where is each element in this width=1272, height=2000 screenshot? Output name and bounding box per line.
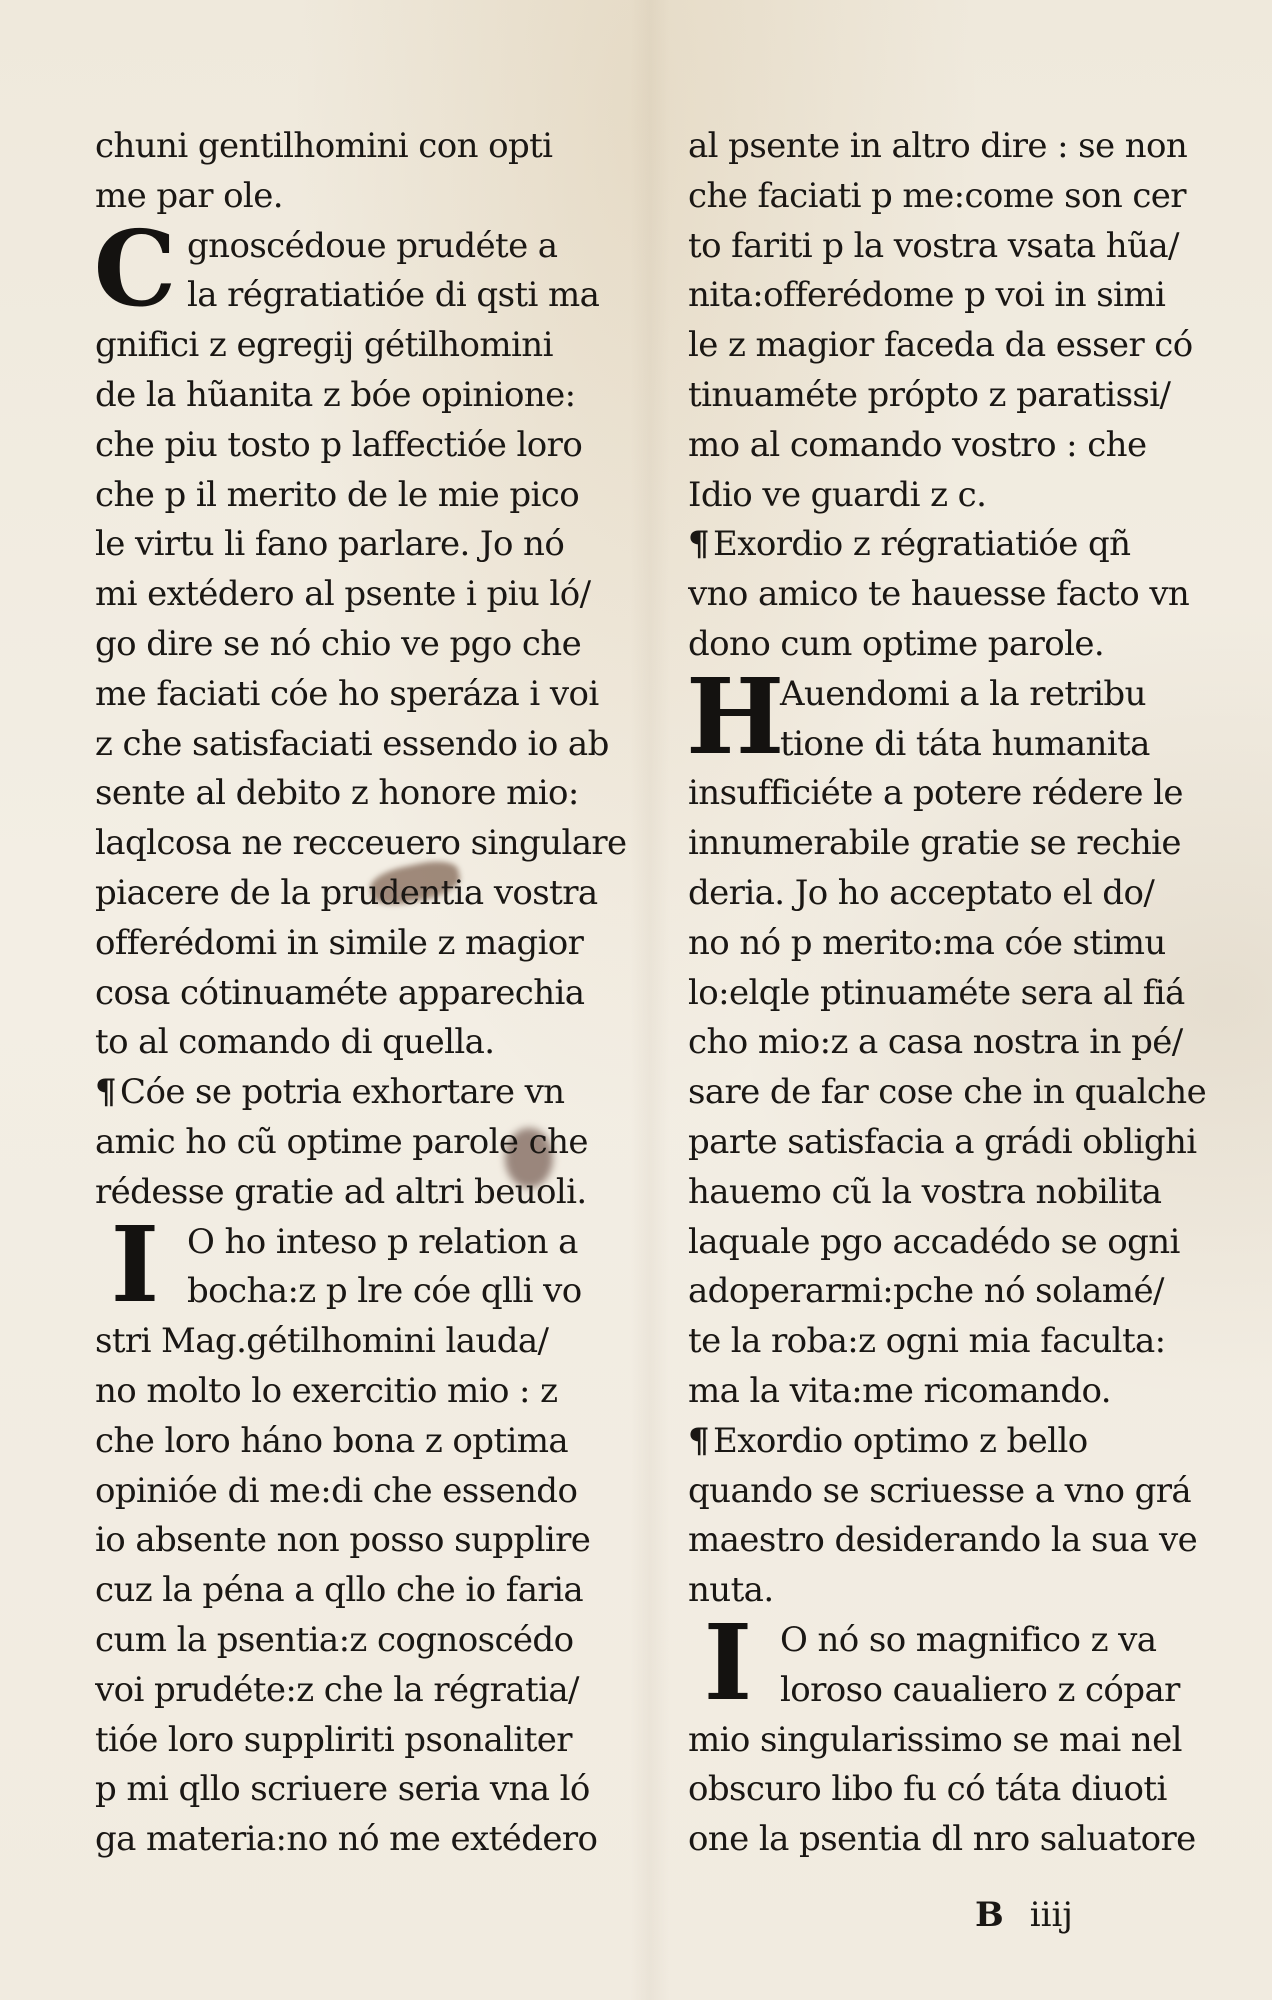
text-line: voi prudéte:z che la régratia/ bbox=[95, 1669, 579, 1710]
text-line: Auendomi a la retribu bbox=[780, 673, 1146, 714]
text-line: O nó so magnifico z va bbox=[780, 1619, 1157, 1660]
text-line: ga materia:no nó me extédero bbox=[95, 1819, 598, 1860]
text-line: mo al comando vostro : che bbox=[688, 424, 1147, 465]
text-line: bocha:z p lre cóe qlli vo bbox=[187, 1271, 582, 1312]
text-line: innumerabile gratie se rechie bbox=[688, 823, 1181, 864]
text-line: rédesse gratie ad altri beuoli. bbox=[95, 1171, 587, 1212]
drop-capital: I bbox=[110, 1202, 160, 1326]
section-heading bbox=[688, 520, 1258, 669]
text-line: cho mio:z a casa nostra in pé/ bbox=[688, 1022, 1183, 1063]
text-line bbox=[95, 1068, 665, 1118]
drop-capital: I bbox=[703, 1600, 753, 1724]
text-line: sente al debito z honore mio: bbox=[95, 773, 579, 814]
text-line: cosa cótinuaméte apparechia bbox=[95, 972, 585, 1013]
text-line: laqlcosa ne recceuero singulare bbox=[95, 823, 627, 864]
pilcrow-mark: ¶ bbox=[95, 1072, 117, 1113]
text-line: vno amico te hauesse facto vn bbox=[688, 574, 1190, 615]
heading-text: Exordio optimo z bello bbox=[713, 1420, 1088, 1461]
section-heading bbox=[688, 1417, 1258, 1616]
text-line: O ho inteso p relation a bbox=[187, 1221, 578, 1262]
text-line: nita:offerédome p voi in simi bbox=[688, 275, 1166, 316]
text-line: amic ho cũ optime parole che bbox=[95, 1121, 588, 1162]
signature-mark bbox=[975, 1895, 1073, 1935]
text-line: che piu tosto p laffectióe loro bbox=[95, 424, 583, 465]
text-line: io absente non posso supplire bbox=[95, 1520, 591, 1561]
text-line: gnifici z egregij gétilhomini bbox=[95, 325, 553, 366]
text-line: sare de far cose che in qualche bbox=[688, 1072, 1207, 1113]
text-line: nuta. bbox=[688, 1570, 774, 1611]
paragraph bbox=[95, 1202, 665, 1865]
text-line: tióe loro suppliriti psonaliter bbox=[95, 1719, 572, 1760]
text-line: me faciati cóe ho speráza i voi bbox=[95, 673, 599, 714]
drop-capital: C bbox=[93, 206, 177, 330]
text-line: cuz la péna a qllo che io faria bbox=[95, 1570, 584, 1611]
text-line: z che satisfaciati essendo io ab bbox=[95, 723, 609, 764]
text-line: maestro desiderando la sua ve bbox=[688, 1520, 1198, 1561]
text-line: deria. Jo ho acceptato el do/ bbox=[688, 872, 1155, 913]
text-line: che faciati p me:come son cer bbox=[688, 175, 1186, 216]
text-line: one la psentia dl nro saluatore bbox=[688, 1819, 1196, 1860]
paragraph bbox=[688, 1600, 1258, 1865]
text-line: de la hũanita z bóe opinione: bbox=[95, 374, 576, 415]
text-line: loroso caualiero z cópar bbox=[780, 1669, 1180, 1710]
text-line bbox=[688, 1417, 1258, 1467]
text-line: mio singularissimo se mai nel bbox=[688, 1719, 1182, 1760]
text-line: mi extédero al psente i piu ló/ bbox=[95, 574, 591, 615]
text-line: to fariti p la vostra vsata hũa/ bbox=[688, 225, 1179, 266]
text-line: cum la psentia:z cognoscédo bbox=[95, 1619, 574, 1660]
section-heading bbox=[95, 1068, 665, 1217]
text-line: stri Mag.gétilhomini lauda/ bbox=[95, 1321, 549, 1362]
text-line: p mi qllo scriuere seria vna ló bbox=[95, 1769, 590, 1810]
text-line: tione di táta humanita bbox=[780, 723, 1150, 764]
right-text-column bbox=[688, 122, 1258, 1865]
drop-capital: H bbox=[686, 654, 785, 778]
text-line: tinuaméte própto z paratissi/ bbox=[688, 374, 1171, 415]
text-line: la régratiatióe di qsti ma bbox=[187, 275, 600, 316]
text-line: adoperarmi:pche nó solamé/ bbox=[688, 1271, 1164, 1312]
text-line: parte satisfacia a grádi oblighi bbox=[688, 1121, 1197, 1162]
heading-text: Cóe se potria exhortare vn bbox=[120, 1072, 565, 1113]
paragraph bbox=[93, 206, 665, 1069]
left-text-column bbox=[95, 122, 665, 1865]
signature-letter: B bbox=[975, 1895, 1004, 1935]
text-line: to al comando di quella. bbox=[95, 1022, 495, 1063]
text-line: hauemo cũ la vostra nobilita bbox=[688, 1171, 1162, 1212]
text-line: gnoscédoue prudéte a bbox=[187, 225, 558, 266]
pilcrow-mark: ¶ bbox=[688, 1420, 710, 1461]
text-line: al psente in altro dire : se non bbox=[688, 126, 1188, 166]
text-line: quando se scriuesse a vno grá bbox=[688, 1470, 1192, 1511]
paragraph bbox=[686, 654, 1258, 1417]
heading-text: Exordio z régratiatióe qñ bbox=[713, 524, 1131, 565]
text-line: chuni gentilhomini con opti bbox=[95, 126, 553, 166]
text-line: opinióe di me:di che essendo bbox=[95, 1470, 578, 1511]
text-line: le virtu li fano parlare. Jo nó bbox=[95, 524, 565, 565]
text-line: me par ole. bbox=[95, 175, 283, 216]
text-line: che p il merito de le mie pico bbox=[95, 474, 580, 515]
text-line: obscuro libo fu có táta diuoti bbox=[688, 1769, 1167, 1810]
text-line: che loro háno bona z optima bbox=[95, 1420, 569, 1461]
text-line bbox=[688, 520, 1258, 570]
text-line: insufficiéte a potere rédere le bbox=[688, 773, 1183, 814]
text-line: go dire se nó chio ve pgo che bbox=[95, 623, 582, 664]
text-line: ma la vita:me ricomando. bbox=[688, 1370, 1112, 1411]
text-line: lo:elqle ptinuaméte sera al fiá bbox=[688, 972, 1185, 1013]
text-line: offerédomi in simile z magior bbox=[95, 922, 584, 963]
text-line: dono cum optime parole. bbox=[688, 623, 1105, 664]
text-line: te la roba:z ogni mia faculta: bbox=[688, 1321, 1166, 1362]
text-line: no nó p merito:ma cóe stimu bbox=[688, 922, 1166, 963]
text-line: le z magior faceda da esser có bbox=[688, 325, 1193, 366]
text-line: piacere de la prudentia vostra bbox=[95, 872, 598, 913]
text-line: laquale pgo accadédo se ogni bbox=[688, 1221, 1180, 1262]
pilcrow-mark: ¶ bbox=[688, 524, 710, 565]
signature-number: iiij bbox=[1029, 1895, 1073, 1935]
text-line: Idio ve guardi z c. bbox=[688, 474, 987, 515]
text-line: no molto lo exercitio mio : z bbox=[95, 1370, 558, 1411]
